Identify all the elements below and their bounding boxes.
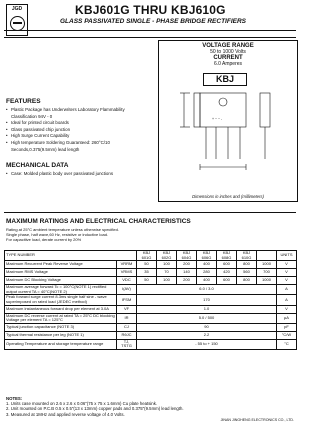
row-unit: A — [277, 285, 297, 295]
part-subtitle: GLASS PASSIVATED SINGLE - PHASE BRIDGE RECTIFIERS — [60, 18, 246, 25]
row-value: 600 — [217, 261, 237, 269]
row-value: 6.0 / 3.0 — [137, 285, 277, 295]
section-rule — [4, 212, 296, 213]
table-row — [5, 285, 297, 295]
row-parameter: Maximum DC reverse current at rated TA = 25°C DC blocking Voltage per element TA = 125°C — [6, 313, 115, 323]
footer-company: JINAN JINGHENG ELECTRONICS CO., LTD. — [220, 418, 294, 422]
condition-line: Single phase, half wave,60 Hz, resistive or inductive load. — [6, 232, 109, 237]
ratings-title: MAXIMUM RATINGS AND ELECTRICAL CHARACTERISTICS — [6, 218, 191, 225]
row-value: 100 — [157, 277, 177, 285]
row-parameter: Typical junction capacitance (NOTE 3) — [5, 323, 117, 331]
table-row — [5, 277, 297, 285]
row-parameter: Maximum RMS Voltage — [5, 269, 117, 277]
feature-item: • Glass passivated chip junction — [6, 127, 151, 134]
table-header-cell: KBJ 601G — [137, 251, 157, 261]
row-value: 50 — [137, 277, 157, 285]
table-row — [5, 323, 297, 331]
row-symbol: VRMS — [117, 269, 137, 277]
row-value: 70 — [157, 269, 177, 277]
row-symbol: VDC — [117, 277, 137, 285]
row-value: 420 — [217, 269, 237, 277]
row-value: 560 — [237, 269, 257, 277]
package-outline-drawing — [160, 87, 296, 187]
row-value: 800 — [237, 277, 257, 285]
row-value: 700 — [257, 269, 277, 277]
logo-mark-icon — [10, 16, 25, 31]
row-value: 140 — [177, 269, 197, 277]
row-value: 800 — [237, 261, 257, 269]
table-header-cell: TYPE NUMBER — [5, 251, 137, 261]
row-unit: V — [277, 277, 297, 285]
note-item: 1. Units case mounted on 2.6 x 2.6 x 0.06"(75 x 75 x 1.6mm) Cu plate heatsink. — [6, 401, 158, 407]
part-title: KBJ601G THRU KBJ610G — [75, 3, 226, 17]
table-row — [5, 339, 297, 349]
row-symbol: RθJC — [117, 331, 137, 339]
table-row — [5, 305, 297, 313]
table-row — [5, 313, 297, 323]
features-heading: FEATURES — [6, 98, 41, 105]
row-symbol: CJ — [117, 323, 137, 331]
row-unit: V — [277, 261, 297, 269]
table-header-cell: KBJ 606G — [197, 251, 217, 261]
table-row — [5, 331, 297, 339]
feature-item: • High Surge Current Capability — [6, 133, 151, 140]
feature-item: • Plastic Package has Underwriters Laboratory Flammability Classification 94V - 0 — [6, 107, 151, 120]
row-value: 2.2 — [137, 331, 277, 339]
table-row — [5, 269, 297, 277]
voltage-range-value: 50 to 1000 Volts — [210, 49, 246, 55]
row-symbol: VF — [117, 305, 137, 313]
dimension-note: Dimensions in inches and (millimeters) — [192, 194, 264, 199]
condition-line: Rating at 25°C ambient temperature unless otherwise specified. — [6, 227, 119, 232]
row-value: 400 — [197, 277, 217, 285]
row-value: 90 — [137, 323, 277, 331]
row-parameter: Maximum average forward Tc = 100°C(NOTE 1) rectified output current TA = 40°C(NOTE 2) — [5, 285, 117, 295]
note-item: 3. Measured at 1MHz and applied reverse voltage of 4.0 Volts. — [6, 411, 125, 417]
row-parameter: Typical thermal resistance per leg (NOTE 1) — [5, 331, 117, 339]
row-value: - 55 to + 150 — [137, 339, 277, 349]
ratings-table — [4, 250, 297, 350]
row-value: 170 — [137, 295, 277, 305]
row-value: 50 — [137, 261, 157, 269]
table-header-cell — [257, 251, 277, 261]
spec-panel — [158, 40, 298, 202]
row-symbol: I(AV) — [117, 285, 137, 295]
voltage-range-heading: VOLTAGE RANGE — [202, 43, 254, 49]
row-value: 1000 — [257, 277, 277, 285]
row-parameter: Maximum DC Blocking Voltage — [5, 277, 117, 285]
package-label: KBJ — [203, 73, 247, 86]
row-value: 1000 — [257, 261, 277, 269]
feature-item: • High temperature Soldering Guaranteed: 260°C/10 Seconds,0.375(9.5mm) lead length — [6, 140, 151, 153]
row-value: 600 — [217, 277, 237, 285]
header-rule — [4, 30, 296, 31]
table-row — [5, 261, 297, 269]
company-logo — [6, 4, 28, 36]
row-unit: A — [277, 295, 297, 305]
row-value: 100 — [157, 261, 177, 269]
note-item: 2. Unit mounted on P.C.B 0.5 x 0.5"(13 x 13mm) copper pads and 0.375"(9.5mm) lead length. — [6, 406, 184, 412]
row-symbol: IR — [117, 313, 137, 323]
row-unit: °C/W — [277, 331, 297, 339]
row-unit: V — [277, 305, 297, 313]
table-header-cell: KBJ 610G — [237, 251, 257, 261]
row-symbol: VRRM — [117, 261, 137, 269]
row-unit: °C — [277, 339, 297, 349]
row-unit: V — [277, 269, 297, 277]
row-parameter: Maximum Recurrent Peak Reverse Voltage — [5, 261, 117, 269]
mechanical-heading: MECHANICAL DATA — [6, 162, 69, 169]
logo-text: JGD — [11, 6, 23, 12]
voltage-range-block — [159, 43, 297, 67]
row-parameter: Operating Temperature and storage temperature range — [5, 339, 117, 349]
table-header-cell: KBJ 608G — [217, 251, 237, 261]
table-header-row — [5, 251, 297, 261]
features-list — [6, 107, 151, 153]
row-value: 1.0 — [137, 305, 277, 313]
ratings-conditions — [6, 227, 119, 242]
mechanical-list — [6, 171, 151, 178]
row-value: 200 — [177, 261, 197, 269]
mechanical-item: • Case: Molded plastic body over passivated junctions — [6, 171, 151, 178]
notes-label: NOTES: — [6, 396, 23, 401]
row-value: 280 — [197, 269, 217, 277]
row-symbol: TJ, TSTG — [117, 339, 137, 349]
row-value: 5.0 / 500 — [137, 313, 277, 323]
condition-line: For capacitive load, derate current by 20% — [6, 237, 82, 242]
table-header-cell: UNITS — [277, 251, 297, 261]
feature-item: • Ideal for printed circuit boards — [6, 120, 151, 127]
table-header-cell: KBJ 602G — [157, 251, 177, 261]
row-parameter: Peak forward surge current 8.3ms single half sine - wave superimposed on rated load (JEDEC method) — [5, 295, 117, 305]
row-parameter: Maximum instantaneous forward drop per element at 3.0A — [5, 305, 117, 313]
row-value: 35 — [137, 269, 157, 277]
row-symbol: IFSM — [117, 295, 137, 305]
table-header-cell: KBJ 604G — [177, 251, 197, 261]
header-rule-2 — [4, 37, 296, 38]
row-value: 200 — [177, 277, 197, 285]
current-value: 6.0 Amperes — [213, 61, 243, 67]
row-unit: µA — [277, 313, 297, 323]
svg-text:+ ~ ~ -: + ~ ~ - — [212, 117, 223, 121]
table-row — [5, 295, 297, 305]
current-heading: CURRENT — [213, 55, 243, 61]
row-value: 400 — [197, 261, 217, 269]
notes-block — [6, 396, 296, 417]
row-unit: pF — [277, 323, 297, 331]
